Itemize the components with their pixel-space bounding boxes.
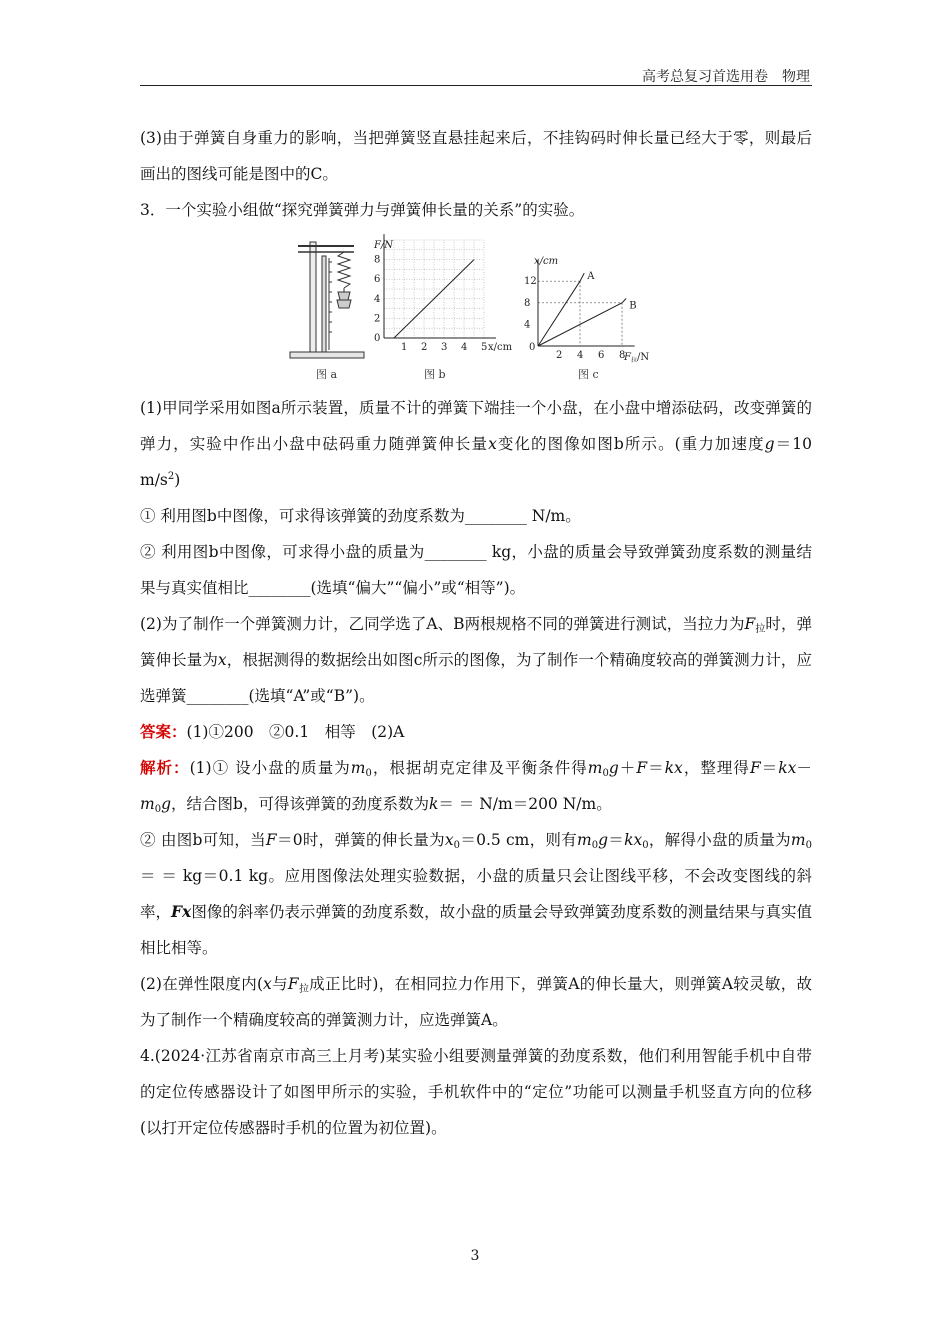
figure-c-ylabel: x/cm	[534, 256, 559, 267]
x-tick-label: 8	[619, 350, 626, 361]
x-tick-label: 2	[556, 350, 563, 361]
figure-b-xlabel: x/cm	[488, 342, 513, 353]
x-tick-label: 4	[577, 350, 584, 361]
x-tick-label: 5	[481, 342, 488, 353]
explanation-2: ② 由图b可知，当F＝0时，弹簧的伸长量为$x_0=0.5$ cm，则有$m_0g=kx_0$，解得小盘的质量为$m_0= = kg=0.1$ kg。应用图像法处理实验数据，小盘的质量只会让图线平移，不会改变图线的斜率，Fx图像的斜率仍表示弹簧的劲度系数，故小盘的质量会导致弹簧劲度系数的测量结果与真实值相比相等。	[140, 831, 812, 957]
x-tick-label: 4	[461, 342, 468, 353]
question-1-part-1: ① 利用图b中图像，可求得该弹簧的劲度系数为________ N/m。	[140, 507, 581, 525]
figures-svg	[288, 234, 668, 384]
y-tick-label: 12	[524, 276, 537, 288]
explanation-label: 解析：	[140, 758, 190, 777]
y-tick-label: 4	[524, 319, 531, 331]
figure-b-chart	[374, 234, 496, 353]
figure-c-xlabel: $F_拉/N$	[624, 352, 650, 364]
question-4-stem: 4.(2024·江苏省南京市高三上月考)某实验小组要测量弹簧的劲度系数，他们利用智能手机中自带的定位传感器设计了如图甲所示的实验，手机软件中的“定位”功能可以测量手机竖直方向的位移(以打开定位传感器时手机的位置为初位置)。	[140, 1047, 812, 1137]
page-header	[140, 62, 812, 86]
series-line-B	[538, 298, 626, 346]
figure-a-apparatus	[290, 242, 364, 358]
figure-c-caption: 图 c	[578, 368, 599, 381]
paragraph-prev-answer: (3)由于弹簧自身重力的影响，当把弹簧竖直悬挂起来后，不挂钩码时伸长量已经大于零，则最后画出的图线可能是图中的C。	[140, 129, 812, 183]
series-line-A	[538, 273, 584, 346]
y-tick-label: 8	[374, 254, 381, 266]
x-tick-label: 2	[421, 342, 428, 353]
y-tick-label: 6	[374, 274, 381, 286]
answer-line: 答案：(1)①200 ②0.1 相等 (2)A	[140, 722, 405, 741]
figure-b-caption: 图 b	[424, 368, 446, 381]
x-tick-label: 1	[401, 342, 408, 353]
figure-c-chart	[524, 260, 637, 361]
question-1-part-2: ② 利用图b中图像，可求得小盘的质量为________ kg，小盘的质量会导致弹簧劲度系数的测量结果与真实值相比________(选填“偏大”“偏小”或“相等”)。	[140, 543, 812, 597]
page-content	[140, 120, 812, 1146]
explanation-1: 解析：(1)① 设小盘的质量为$m_0$，根据胡克定律及平衡条件得$m_0g+F=kx$，整理得$F=kx-m_0g$，结合图b，可得该弹簧的劲度系数为k＝ ＝ N/m＝200 N/m。	[140, 758, 812, 815]
y-tick-label: 2	[374, 313, 381, 325]
figures-row	[140, 234, 812, 384]
x-tick-label: 3	[441, 342, 448, 353]
series-label-A: A	[587, 271, 595, 283]
y-tick-label: 8	[524, 297, 531, 309]
explanation-3: (2)在弹性限度内(x与$F_拉$成正比时)，在相同拉力作用下，弹簧A的伸长量大，则弹簧A较灵敏，故为了制作一个精确度较高的弹簧测力计，应选弹簧A。	[140, 975, 813, 1029]
y-tick-label: 0	[374, 333, 381, 344]
question-2: (2)为了制作一个弹簧测力计，乙同学选了A、B两根规格不同的弹簧进行测试，当拉力为$F_拉$时，弹簧伸长量为x，根据测得的数据绘出如图c所示的图像，为了制作一个精确度较高的弹簧测力计，应选弹簧________(选填“A”或“B”)。	[140, 615, 812, 705]
y-tick-label: 4	[374, 293, 381, 305]
series-label-B: B	[629, 300, 637, 312]
question-3-stem: 3．一个实验小组做“探究弹簧弹力与弹簧伸长量的关系”的实验。	[140, 201, 585, 219]
x-tick-label: 6	[598, 350, 605, 361]
page-number: 3	[470, 1248, 480, 1264]
answer-label: 答案：	[140, 722, 187, 741]
origin-label: 0	[529, 342, 536, 353]
header-rule	[140, 85, 812, 86]
figure-a-caption: 图 a	[316, 368, 338, 381]
question-1: (1)甲同学采用如图a所示装置，质量不计的弹簧下端挂一个小盘，在小盘中增添砝码，改变弹簧的弹力，实验中作出小盘中砝码重力随弹簧伸长量x变化的图像如图b所示。(重力加速度g＝10 $m/s^2$)	[140, 399, 812, 489]
figure-b-ylabel: F/N	[374, 240, 394, 251]
header-title: 高考总复习首选用卷 物理	[642, 69, 810, 85]
